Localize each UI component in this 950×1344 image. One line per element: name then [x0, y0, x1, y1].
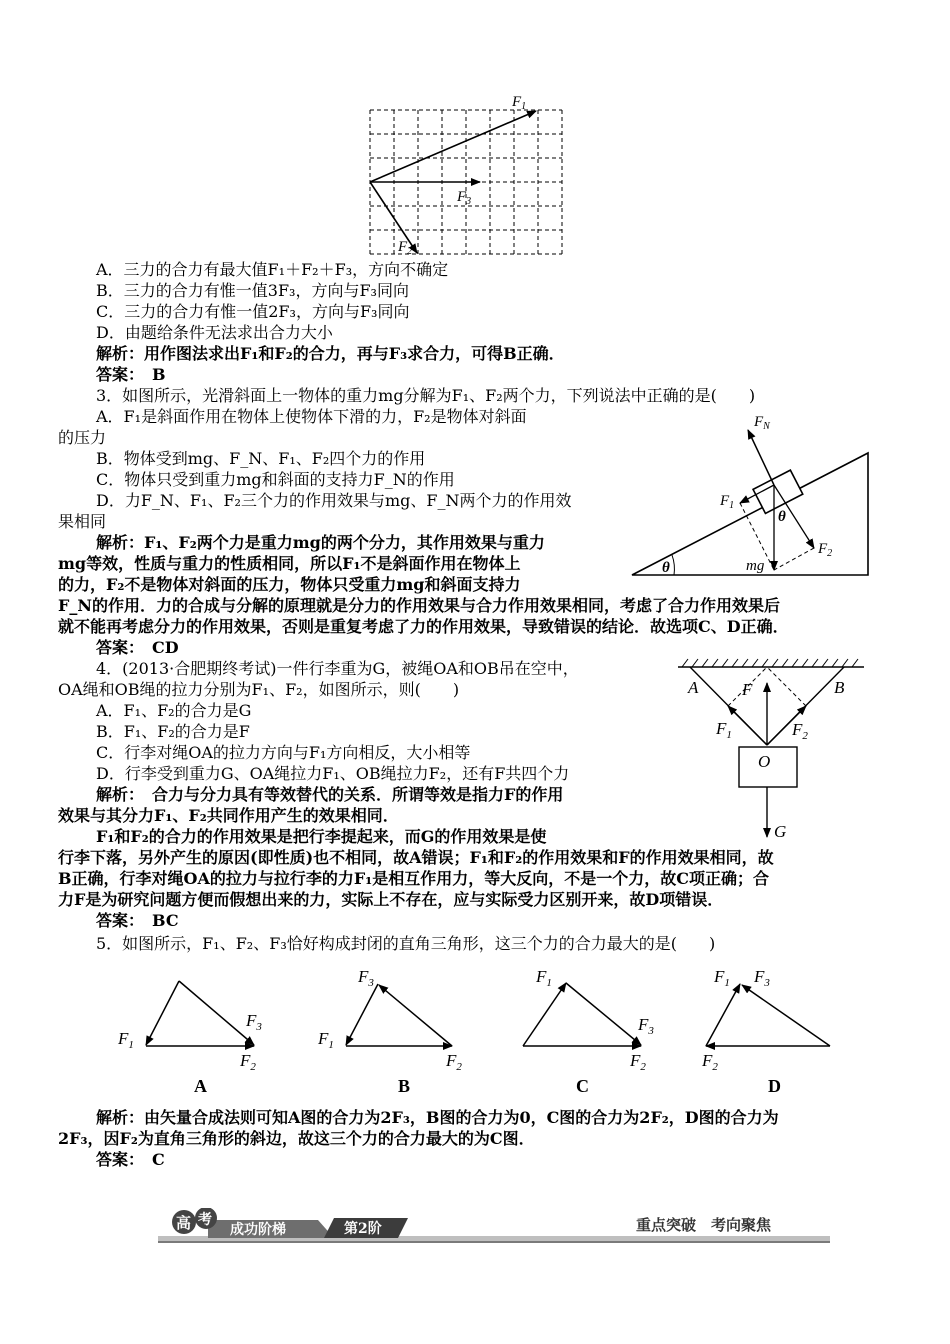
svg-text:F3: $F_3$ — [246, 1011, 262, 1033]
triangles-figure — [108, 960, 848, 1100]
q3-analysis-line: mg等效，性质与重力的性质相同，所以F₁不是斜面作用在物体上 — [58, 554, 521, 573]
incline-figure — [628, 405, 888, 585]
triangle-b — [346, 984, 452, 1046]
point-o-label: O — [758, 752, 771, 771]
svg-text:F1: $F_1$ — [716, 719, 732, 741]
svg-text:F3: $F_3$ — [638, 1015, 654, 1037]
svg-text:F1: $F_1$ — [720, 493, 735, 511]
f2-label: F — [792, 720, 803, 739]
q2-option-a: A．三力的合力有最大值F₁＋F₂＋F₃，方向不确定 — [96, 260, 449, 279]
q5-stem: 5．如图所示，F₁、F₂、F₃恰好构成封闭的直角三角形，这三个力的合力最大的是( ) — [96, 934, 716, 953]
q5-analysis: 解析：由矢量合成法则可知A图的合力为2F₃，B图的合力为0，C图的合力为2F₂，D图的合力为 — [96, 1108, 779, 1127]
svg-text:F1: $F_1$ — [714, 967, 730, 989]
svg-text:F2: $F_2$ — [446, 1051, 462, 1073]
q4-option-b: B．F₁、F₂的合力是F — [96, 722, 250, 741]
f2-label: F — [818, 541, 828, 557]
q4-analysis-line: 力F是为研究问题方便而假想出来的力，实际上不存在，应与实际受力区别开来，故D项错误． — [58, 890, 724, 909]
point-a-label: A — [688, 678, 699, 697]
q5-answer: 答案： C — [96, 1150, 165, 1169]
point-b-label: B — [834, 678, 845, 697]
svg-text:F2: $F_2$ — [792, 720, 808, 742]
q3-analysis-line: 就不能再考虑分力的作用效果，否则是重复考虑了力的作用效果，导致错误的结论．故选项C、D正确． — [58, 617, 789, 636]
triangle-a — [146, 981, 254, 1046]
svg-text:F2: $F_2$ — [818, 541, 833, 559]
panel-label-b: B — [398, 1076, 411, 1096]
q3-stem: 3．如图所示，光滑斜面上一物体的重力mg分解为F₁、F₂两个力，下列说法中正确的是( ) — [96, 386, 756, 405]
q4-stem-cont: OA绳和OB绳的拉力分别为F₁、F₂，如图所示，则( ) — [58, 680, 460, 699]
f3-label: F — [457, 189, 467, 205]
q3-option-b: B．物体受到mg、F_N、F₁、F₂四个力的作用 — [96, 449, 426, 468]
q3-analysis: 解析：F₁、F₂两个力是重力mg的两个分力，其作用效果与重力 — [96, 533, 545, 552]
q4-analysis-line: B正确，行李对绳OA的拉力与拉行李的力F₁是相互作用力，等大反向，不是一个力，故C项正确；合 — [58, 869, 769, 888]
f1-label: F — [716, 719, 727, 738]
q3-option-d: D．力F_N、F₁、F₂三个力的作用效果与mg、F_N两个力的作用效 — [96, 491, 572, 510]
theta-label: θ — [778, 509, 786, 525]
q3-option-a: A．F₁是斜面作用在物体上使物体下滑的力，F₂是物体对斜面 — [96, 407, 527, 426]
q5-analysis-line: 2F₃，因F₂为直角三角形的斜边，故这三个力的合力最大的为C图． — [58, 1129, 535, 1148]
hanging-luggage-figure — [672, 655, 872, 845]
f2-arrow — [370, 182, 417, 253]
svg-text:F1: $F_1$ — [118, 1029, 134, 1051]
svg-text:F2: $F_2$ — [630, 1051, 646, 1073]
q4-stem: 4．(2013·合肥期终考试)一件行李重为G，被绳OA和OB吊在空中， — [96, 659, 579, 678]
triangle-c — [523, 983, 641, 1046]
svg-text:F2: $F_2$ — [398, 239, 413, 257]
mg-label: mg — [746, 558, 765, 574]
g-label: G — [774, 822, 787, 841]
q3-option-d-cont: 果相同 — [58, 512, 107, 531]
q4-analysis-line: 行李下落，另外产生的原因(即性质)也不相同，故A错误；F₁和F₂的作用效果和F的作用效果相同，故 — [58, 848, 774, 867]
q2-option-c: C．三力的合力有惟一值2F₃，方向与F₃同向 — [96, 302, 410, 321]
svg-text:F1: $F_1$ — [318, 1029, 334, 1051]
panel-label-c: C — [576, 1076, 589, 1096]
f1-label: F — [512, 94, 522, 110]
q3-answer: 答案： CD — [96, 638, 179, 657]
f-label: F — [742, 680, 753, 699]
q2-answer: 答案： B — [96, 365, 166, 384]
f1-label: F — [720, 493, 730, 509]
q3-option-c: C．物体只受到重力mg和斜面的支持力F_N的作用 — [96, 470, 455, 489]
triangle-d — [706, 984, 830, 1046]
theta-angle-label: θ — [662, 560, 670, 576]
q3-analysis-line: F_N的作用．力的合成与分解的原理就是分力的作用效果与合力作用效果相同，考虑了合力作用效果后 — [58, 596, 780, 615]
q4-option-c: C．行李对绳OA的拉力方向与F₁方向相反，大小相等 — [96, 743, 471, 762]
footer-banner — [158, 1208, 830, 1248]
q2-analysis: 解析：用作图法求出F₁和F₂的合力，再与F₃求合力，可得B正确． — [96, 344, 565, 363]
q2-option-d: D．由题给条件无法求出合力大小 — [96, 323, 333, 342]
svg-text:FN: $F_N$ — [754, 414, 770, 432]
footer-title: 成功阶梯 — [230, 1222, 286, 1238]
q4-analysis: 解析： 合力与分力具有等效替代的关系．所谓等效是指力F的作用 — [96, 785, 564, 804]
q4-analysis-line: F₁和F₂的合力的作用效果是把行李提起来，而G的作用效果是使 — [96, 827, 547, 846]
svg-text:F2: $F_2$ — [240, 1051, 256, 1073]
footer-right: 重点突破 考向聚焦 — [636, 1216, 772, 1234]
panel-label-a: A — [194, 1076, 207, 1096]
q4-analysis-line: 效果与其分力F₁、F₂共同作用产生的效果相同． — [58, 806, 399, 825]
q3-option-a-cont: 的压力 — [58, 428, 107, 447]
footer-kao: 考 — [198, 1212, 212, 1228]
panel-label-d: D — [768, 1076, 781, 1096]
q3-analysis-line: 的力，F₂不是物体对斜面的压力，物体只受重力mg和斜面支持力 — [58, 575, 521, 594]
q4-answer: 答案： BC — [96, 911, 179, 930]
svg-text:F1: $F_1$ — [536, 967, 552, 989]
svg-text:F3: $F_3$ — [358, 967, 374, 989]
q4-option-d: D．行李受到重力G、OA绳拉力F₁、OB绳拉力F₂，还有F共四个力 — [96, 764, 570, 783]
svg-text:F2: $F_2$ — [702, 1051, 718, 1073]
force-grid-figure — [360, 90, 570, 260]
svg-text:F3: $F_3$ — [457, 189, 472, 207]
f1-arrow — [370, 111, 536, 182]
footer-step: 第2阶 — [344, 1221, 382, 1237]
footer-gao: 高 — [176, 1214, 192, 1232]
incline — [632, 453, 868, 575]
fn-label: F — [754, 414, 764, 430]
q4-option-a: A．F₁、F₂的合力是G — [96, 701, 252, 720]
svg-text:F3: $F_3$ — [754, 967, 770, 989]
q2-option-b: B．三力的合力有惟一值3F₃，方向与F₃同向 — [96, 281, 409, 300]
svg-text:F1: $F_1$ — [512, 94, 527, 112]
f2-label: F — [398, 239, 408, 255]
